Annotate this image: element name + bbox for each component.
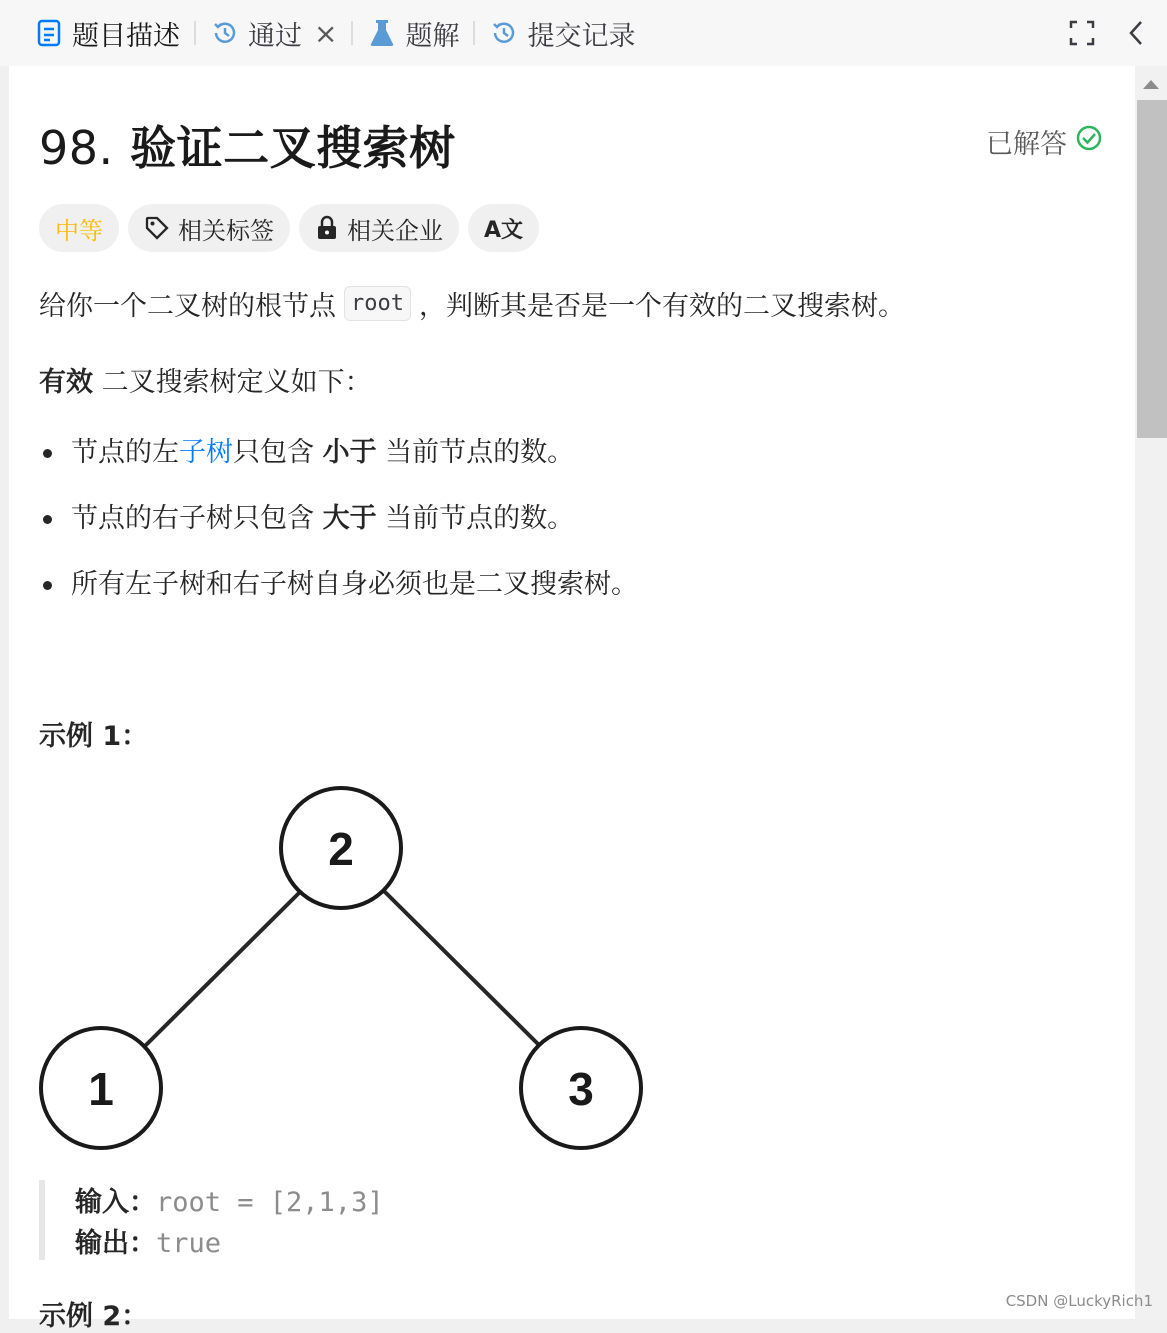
intro-text: 给你一个二叉树的根节点 <box>39 291 336 322</box>
document-icon <box>34 18 64 48</box>
inline-code: root <box>344 286 411 321</box>
input-label: 输入： <box>75 1187 156 1218</box>
lock-icon <box>315 215 339 241</box>
scroll-up-arrow-icon[interactable] <box>1143 80 1159 89</box>
translate-button[interactable] <box>468 204 539 252</box>
definition-text <box>39 360 372 399</box>
check-circle-icon <box>1075 124 1103 159</box>
tree-node-label: 1 <box>88 1063 114 1115</box>
definition-bold: 有效 <box>39 367 93 398</box>
chip-label: 相关企业 <box>347 216 443 245</box>
example-blockquote-bar <box>39 1180 45 1260</box>
fullscreen-button[interactable] <box>1055 6 1109 60</box>
tree-edge <box>145 891 301 1046</box>
rule-text: 当前节点的数。 <box>376 437 575 468</box>
tab-solutions[interactable] <box>367 0 459 66</box>
list-item <box>39 562 638 628</box>
difficulty-badge[interactable]: 中等 <box>39 204 119 252</box>
related-tags-button[interactable] <box>128 204 290 252</box>
example-input <box>75 1180 384 1219</box>
binary-tree-diagram <box>39 786 649 1152</box>
solved-label: 已解答 <box>986 129 1067 160</box>
tab-submissions[interactable] <box>489 0 635 66</box>
problem-title: 验证二叉搜索树 <box>130 121 456 175</box>
tab-label: 通过 <box>248 20 302 52</box>
output-value: true <box>156 1228 222 1259</box>
history-icon <box>489 18 519 48</box>
subtree-link[interactable]: 子树 <box>179 437 233 468</box>
page-title <box>39 112 456 178</box>
intro-text-after: ，判断其是否是一个有效的二叉搜索树。 <box>418 291 905 322</box>
solved-status <box>986 122 1103 161</box>
output-label: 输出： <box>75 1228 156 1259</box>
chevron-left-icon <box>1126 19 1146 47</box>
translate-icon: A文 <box>484 217 524 243</box>
rules-list <box>39 430 638 628</box>
tab-divider <box>194 21 196 45</box>
tab-bar <box>0 0 1167 66</box>
scrollbar-thumb[interactable] <box>1137 100 1167 438</box>
tree-node-label: 2 <box>328 823 354 875</box>
tag-icon <box>144 215 170 241</box>
list-item <box>39 430 638 496</box>
tab-actions <box>1055 0 1167 66</box>
list-item <box>39 496 638 562</box>
rule-text: 所有左子树和右子树自身必须也是二叉搜索树。 <box>71 569 638 600</box>
rule-bold: 大于 <box>322 503 377 534</box>
close-icon[interactable]: × <box>314 16 338 50</box>
tab-divider <box>351 21 353 45</box>
tab-divider <box>473 21 475 45</box>
rule-text: 只包含 <box>233 437 323 468</box>
watermark: CSDN @LuckyRich1 <box>1005 1292 1153 1310</box>
flask-icon <box>367 18 397 48</box>
rule-bold: 小于 <box>322 437 377 468</box>
history-icon <box>210 18 240 48</box>
rule-text: 当前节点的数。 <box>376 503 575 534</box>
rule-text: 节点的左 <box>71 437 179 468</box>
example-output <box>75 1221 221 1260</box>
collapse-button[interactable] <box>1109 6 1163 60</box>
example-2-heading: 示例 2： <box>39 1301 149 1332</box>
tab-label: 题解 <box>405 20 460 52</box>
tree-edge <box>384 891 540 1046</box>
example-1-heading: 示例 1： <box>39 721 149 752</box>
related-companies-button[interactable] <box>299 204 459 252</box>
tab-label: 题目描述 <box>72 20 180 52</box>
definition-rest: 二叉搜索树定义如下： <box>93 367 372 398</box>
expand-icon <box>1069 20 1095 46</box>
tab-accepted[interactable] <box>210 0 337 66</box>
tab-label: 提交记录 <box>527 20 636 52</box>
input-value: root = [2,1,3] <box>156 1187 384 1218</box>
rule-text: 节点的右子树只包含 <box>71 503 323 534</box>
description-intro <box>39 284 905 323</box>
tree-node-label: 3 <box>568 1063 594 1115</box>
chip-label: 相关标签 <box>178 216 274 245</box>
problem-number: 98. <box>39 121 114 175</box>
tab-description[interactable] <box>34 0 180 66</box>
tag-chips <box>39 204 548 252</box>
